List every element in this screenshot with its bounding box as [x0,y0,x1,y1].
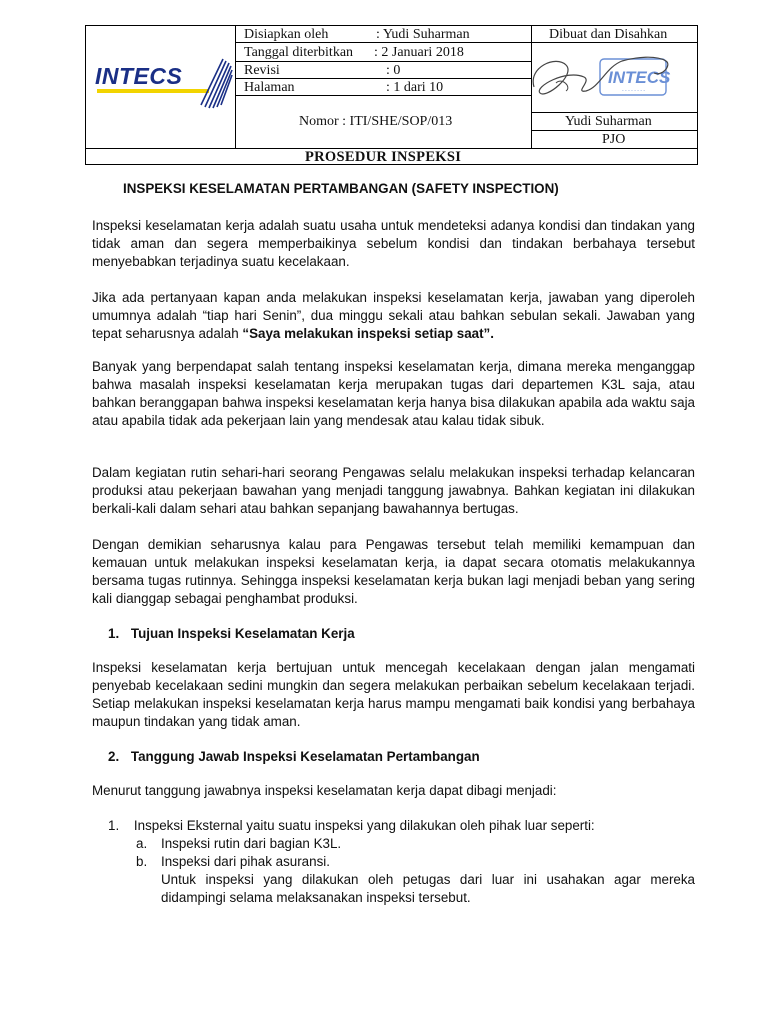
page-value: : 1 dari 10 [386,80,444,95]
svg-text:INTECS: INTECS [608,68,671,87]
paragraph-6: Inspeksi keselamatan kerja bertujuan untuk mencegah kecelakaan dengan jalan mengamati penyebab kecelakaan sedini mungkin dan segera melakukan perbaikan sebelum kecelakaan terjadi. Setiap melakukan inspeksi keselamatan kerja harus mampu mengamati baik kondisi yang berbahaya maupun tindakan yang tidak aman. [92,660,695,729]
paragraph-2 [92,289,695,343]
list-item-b [136,853,330,871]
paragraph-2-emphasis: “Saya melakukan inspeksi setiap saat”. [242,326,494,341]
document-title: INSPEKSI KESELAMATAN PERTAMBANGAN (SAFETY INSPECTION) [123,181,559,196]
prepared-by-value: : Yudi Suharman [376,27,470,42]
section-1-title: Tujuan Inspeksi Keselamatan Kerja [130,626,355,641]
issue-date-label: Tanggal diterbitkan [244,45,354,60]
list-item-a-letter: a. [136,836,148,851]
procedure-title: PROSEDUR INSPEKSI [305,149,462,165]
list-item-1-number: 1. [108,818,120,833]
paragraph-5: Dengan demikian seharusnya kalau para Pengawas tersebut telah memiliki kemampuan dan kemauan untuk melakukan inspeksi keselamatan kerja, ia dapat secara otomatis melakukannya bersama tugas rutinnya. Sehingga inspeksi keselamatan kerja bukan lagi menjadi beban yang sering kali dianggap sebagai penghambat produksi. [92,537,695,606]
logo-text: INTECS [95,63,183,89]
approver-name: Yudi Suharman [565,114,652,129]
list-item-b-letter: b. [136,854,148,869]
list-item-1 [108,817,595,835]
document-number: Nomor : ITI/SHE/SOP/013 [299,114,453,129]
paragraph-2-text: Jika ada pertanyaan kapan anda melakukan inspeksi keselamatan kerja, jawaban yang diperoleh umumnya adalah “tiap hari Senin”, dua minggu sekali atau bahkan sebulan sekali. Jawaban yang tepat seharusnya adalah [92,290,695,341]
section-2-heading [108,748,480,766]
approver-role: PJO [602,132,626,147]
svg-text:- - - - - - - -: - - - - - - - - [622,88,646,94]
paragraph-7: Menurut tanggung jawabnya inspeksi keselamatan kerja dapat dibagi menjadi: [92,783,557,798]
approval-title: Dibuat dan Disahkan [549,27,668,42]
list-item-a-text: Inspeksi rutin dari bagian K3L. [161,836,342,851]
list-item-b-text: Inspeksi dari pihak asuransi. [161,854,330,869]
section-1-heading [108,625,355,643]
prepared-by-label: Disiapkan oleh [244,27,329,42]
page-label: Halaman [244,80,295,95]
paragraph-3: Banyak yang berpendapat salah tentang inspeksi keselamatan kerja, dimana mereka menganggap bahwa masalah inspeksi keselamatan kerja merupakan tugas dari departemen K3L saja, atau bahkan beranggapan bahwa inspeksi keselamatan kerja hanya bisa dilakukan apabila ada waktu saja atau apabila tidak ada pekerjaan lain yang mendesak atau kalau tidak sibuk. [92,359,695,428]
section-2-number: 2. [108,749,120,764]
list-item-a [136,835,342,853]
issue-date-value: : 2 Januari 2018 [374,45,464,60]
list-item-b-note: Untuk inspeksi yang dilakukan oleh petugas dari luar ini usahakan agar mereka didampingi selama melaksanakan inspeksi tersebut. [161,872,695,905]
revision-value: : 0 [386,63,401,78]
paragraph-1: Inspeksi keselamatan kerja adalah suatu usaha untuk mendeteksi adanya kondisi dan tindakan yang tidak aman dan segera memperbaikinya sebelum kondisi dan tindakan berbahaya tersebut menyebabkan terjadinya suatu kecelakaan. [92,218,695,269]
section-1-number: 1. [108,626,120,641]
revision-label: Revisi [244,63,280,78]
section-2-title: Tanggung Jawab Inspeksi Keselamatan Pertambangan [130,749,480,764]
paragraph-4: Dalam kegiatan rutin sehari-hari seorang Pengawas selalu melakukan inspeksi terhadap kelancaran produksi atau pekerjaan bawahan yang menjadi tanggung jawabnya. Bahkan kegiatan ini dilakukan berkali-kali dalam sehari atau bahkan sepanjang bawahannya bertugas. [92,465,695,516]
list-item-1-text: Inspeksi Eksternal yaitu suatu inspeksi yang dilakukan oleh pihak luar seperti: [133,818,595,833]
